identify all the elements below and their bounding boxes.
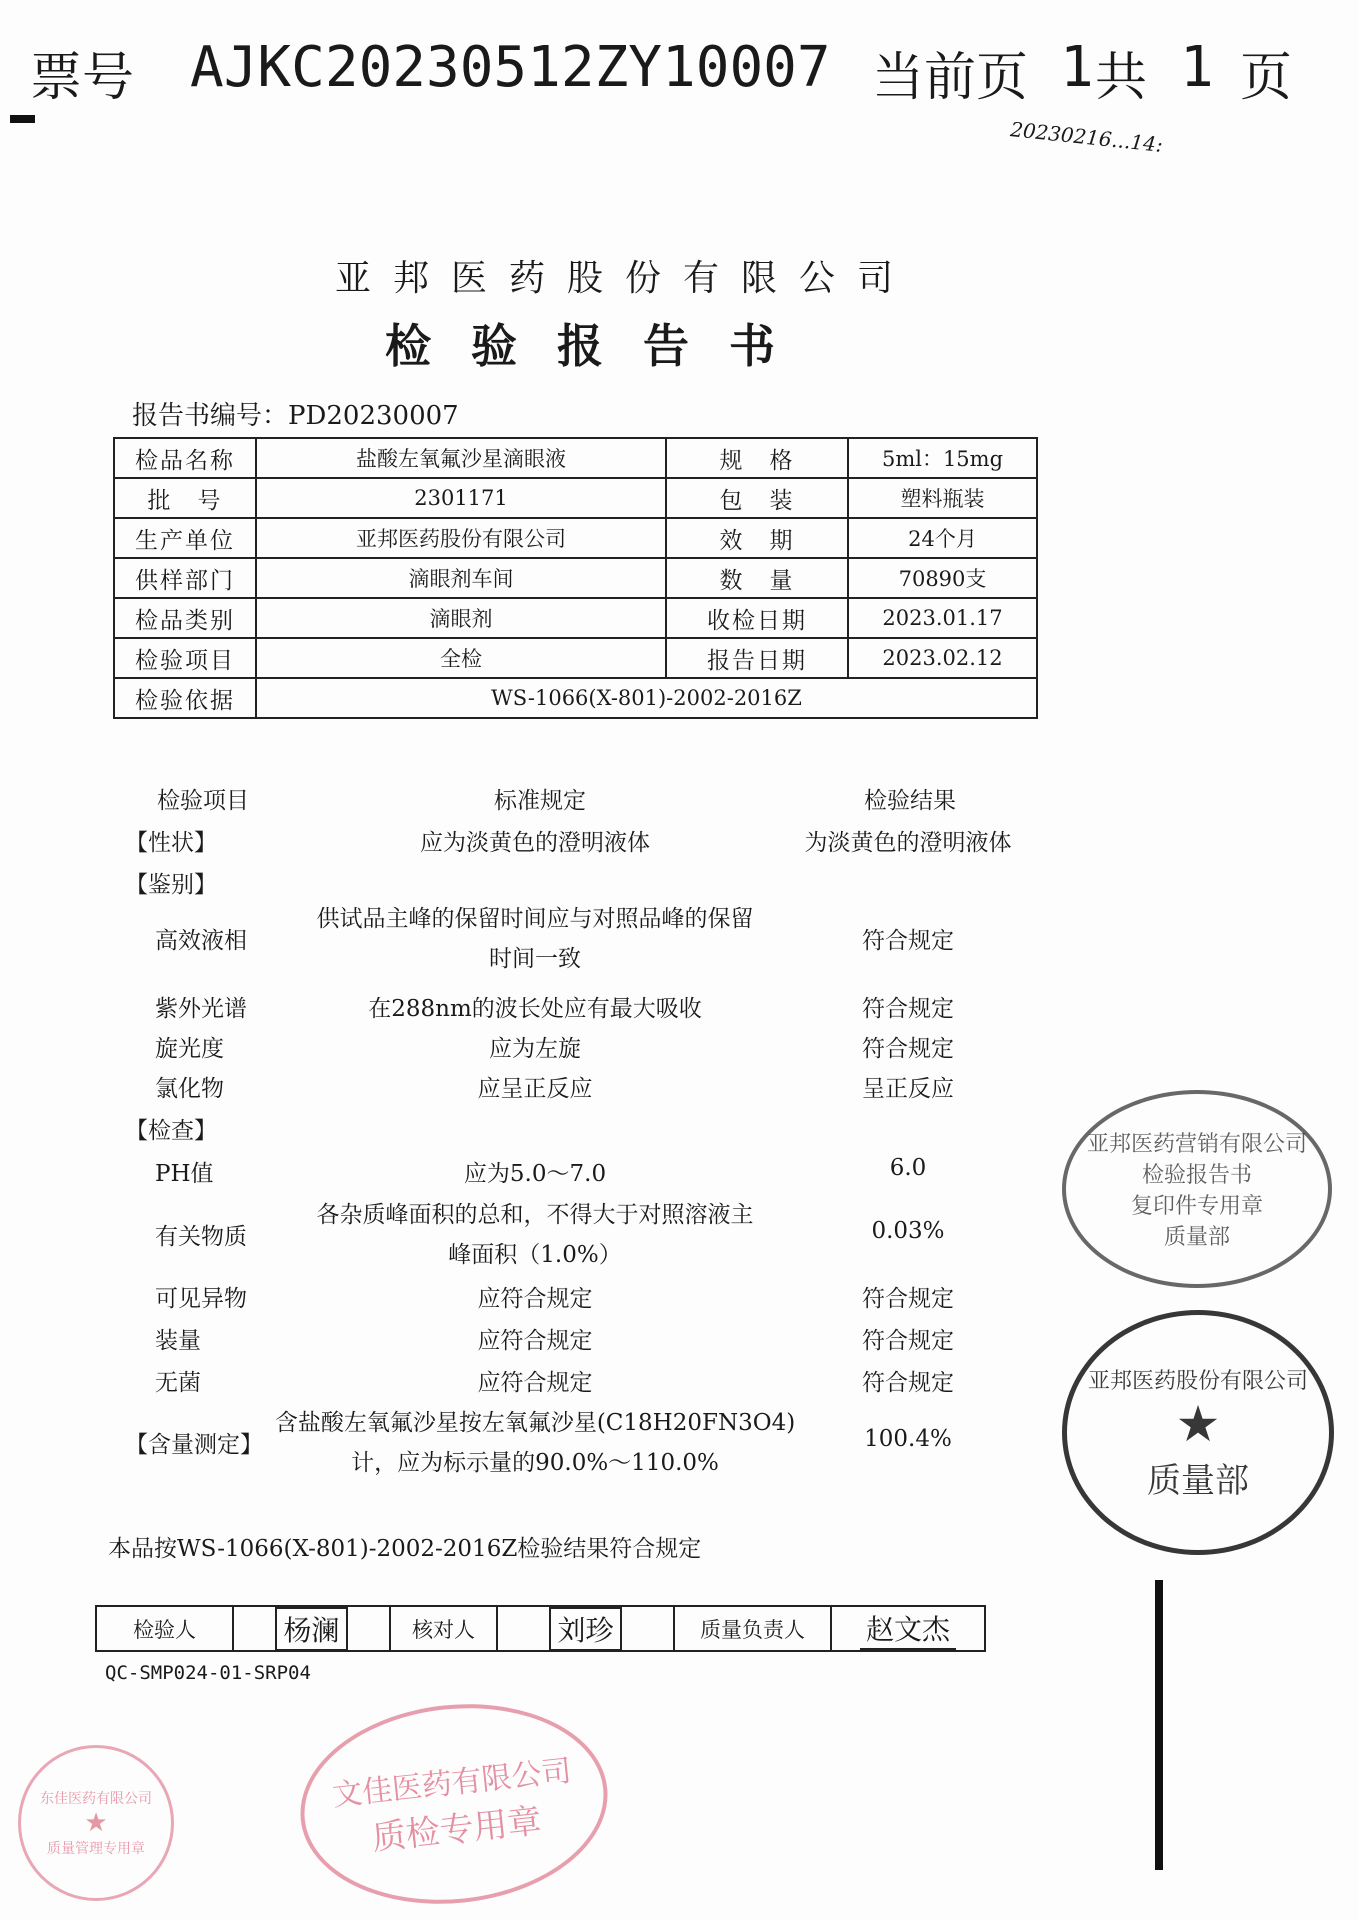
corner-qm-stamp: 东佳医药有限公司 ★ 质量管理专用章	[18, 1745, 174, 1901]
test-item: 高效液相	[155, 928, 247, 954]
info-row	[114, 638, 1037, 678]
test-item: 【检查】	[125, 1118, 217, 1144]
ticket-label: 票号	[30, 48, 135, 108]
total-label: 共	[1095, 48, 1148, 108]
test-item: 【含量测定】	[125, 1432, 263, 1458]
report-number: 报告书编号：PD20230007	[132, 401, 459, 431]
company-name: 亚邦医药股份有限公司	[335, 258, 916, 299]
field-value: 亚邦医药股份有限公司	[256, 518, 666, 558]
test-standard: 含盐酸左氧氟沙星按左氧氟沙星(C18H20FN3O4)	[274, 1410, 796, 1436]
field-label: 数 量	[666, 558, 848, 598]
test-standard: 应符合规定	[477, 1328, 593, 1354]
field-value: 全检	[256, 638, 666, 678]
info-row	[114, 478, 1037, 518]
test-standard: 应呈正反应	[477, 1076, 593, 1102]
test-standard: 应为5.0～7.0	[463, 1161, 607, 1187]
test-standard: 应符合规定	[477, 1286, 593, 1312]
test-result: 符合规定	[862, 1370, 954, 1396]
test-item: 紫外光谱	[155, 996, 247, 1022]
test-item: 【性状】	[125, 830, 217, 856]
test-standard: 在288nm的波长处应有最大吸收	[368, 996, 702, 1022]
field-value: 5ml：15mg	[848, 438, 1037, 478]
checker-label: 核对人	[391, 1607, 498, 1650]
test-standard: 应为淡黄色的澄明液体	[420, 830, 650, 856]
test-standard-cont: 计，应为标示量的90.0%～110.0%	[351, 1450, 719, 1476]
test-result: 0.03%	[871, 1218, 945, 1244]
pink-qc-stamp: 文佳医药有限公司 质检专用章	[290, 1689, 617, 1918]
test-result: 呈正反应	[862, 1076, 954, 1102]
basis-label: 检验依据	[114, 678, 256, 718]
field-label: 生产单位	[114, 518, 256, 558]
test-standard: 应为左旋	[489, 1036, 581, 1062]
test-item: PH值	[155, 1161, 214, 1187]
test-standard-cont: 时间一致	[489, 946, 581, 972]
ticket-number: AJKC20230512ZY10007	[190, 35, 831, 100]
field-value: 塑料瓶装	[848, 478, 1037, 518]
test-result: 符合规定	[862, 1328, 954, 1354]
info-row	[114, 598, 1037, 638]
field-label: 收检日期	[666, 598, 848, 638]
test-item: 可见异物	[155, 1286, 247, 1312]
field-value: 2301171	[256, 478, 666, 518]
field-value: 70890支	[848, 558, 1037, 598]
test-standard: 供试品主峰的保留时间应与对照品峰的保留	[316, 906, 754, 932]
signature-table	[95, 1605, 986, 1652]
qa-signature: 赵文杰	[860, 1608, 956, 1650]
column-header-result: 检验结果	[864, 788, 956, 814]
test-item: 无菌	[155, 1370, 201, 1396]
field-value: 滴眼剂	[256, 598, 666, 638]
column-header-standard: 标准规定	[494, 788, 586, 814]
test-result: 100.4%	[864, 1426, 952, 1452]
page-label: 当前页	[872, 48, 1029, 108]
test-result: 为淡黄色的澄明液体	[804, 830, 1012, 856]
info-row	[114, 438, 1037, 478]
test-result: 符合规定	[862, 996, 954, 1022]
column-header-item: 检验项目	[157, 788, 249, 814]
scan-mark	[10, 115, 35, 123]
basis-value: WS-1066(X-801)-2002-2016Z	[256, 678, 1037, 718]
field-value: 2023.01.17	[848, 598, 1037, 638]
conclusion: 本品按WS-1066(X-801)-2002-2016Z检验结果符合规定	[108, 1536, 702, 1562]
field-value: 盐酸左氧氟沙星滴眼液	[256, 438, 666, 478]
copy-stamp: 亚邦医药营销有限公司 检验报告书 复印件专用章 质量部	[1062, 1090, 1332, 1288]
checker-signature: 刘珍	[549, 1607, 621, 1651]
field-label: 批 号	[114, 478, 256, 518]
test-item: 【鉴别】	[125, 872, 217, 898]
test-result: 符合规定	[862, 1036, 954, 1062]
page-unit: 页	[1240, 48, 1293, 108]
basis-row	[114, 678, 1037, 718]
page-total: 1	[1180, 35, 1214, 100]
info-row	[114, 518, 1037, 558]
test-result: 6.0	[889, 1155, 927, 1181]
test-standard-cont: 峰面积（1.0%）	[448, 1242, 622, 1268]
test-result: 符合规定	[862, 1286, 954, 1312]
sample-info-table	[113, 437, 1038, 719]
field-value: 滴眼剂车间	[256, 558, 666, 598]
field-label: 检品名称	[114, 438, 256, 478]
test-item: 旋光度	[155, 1036, 224, 1062]
field-label: 检品类别	[114, 598, 256, 638]
test-standard: 各杂质峰面积的总和，不得大于对照溶液主	[316, 1202, 754, 1228]
form-code: QC-SMP024-01-SRP04	[105, 1662, 311, 1684]
field-label: 报告日期	[666, 638, 848, 678]
field-label: 检验项目	[114, 638, 256, 678]
field-label: 效 期	[666, 518, 848, 558]
field-value: 24个月	[848, 518, 1037, 558]
field-label: 包 装	[666, 478, 848, 518]
field-label: 供样部门	[114, 558, 256, 598]
test-item: 氯化物	[155, 1076, 224, 1102]
page-current: 1	[1060, 35, 1094, 100]
test-result: 符合规定	[862, 928, 954, 954]
info-row	[114, 558, 1037, 598]
field-value: 2023.02.12	[848, 638, 1037, 678]
test-item: 装量	[155, 1328, 201, 1354]
inspector-signature: 杨澜	[275, 1607, 347, 1651]
inspector-label: 检验人	[97, 1607, 234, 1650]
handwritten-note: 20230216...14:	[1009, 117, 1164, 157]
test-item: 有关物质	[155, 1224, 247, 1250]
document-title: 检验报告书	[385, 319, 815, 373]
test-standard: 应符合规定	[477, 1370, 593, 1396]
company-quality-stamp: 亚邦医药股份有限公司 ★ 质量部	[1062, 1310, 1334, 1555]
qa-label: 质量负责人	[675, 1607, 832, 1650]
field-label: 规 格	[666, 438, 848, 478]
scan-edge-mark	[1155, 1580, 1163, 1870]
